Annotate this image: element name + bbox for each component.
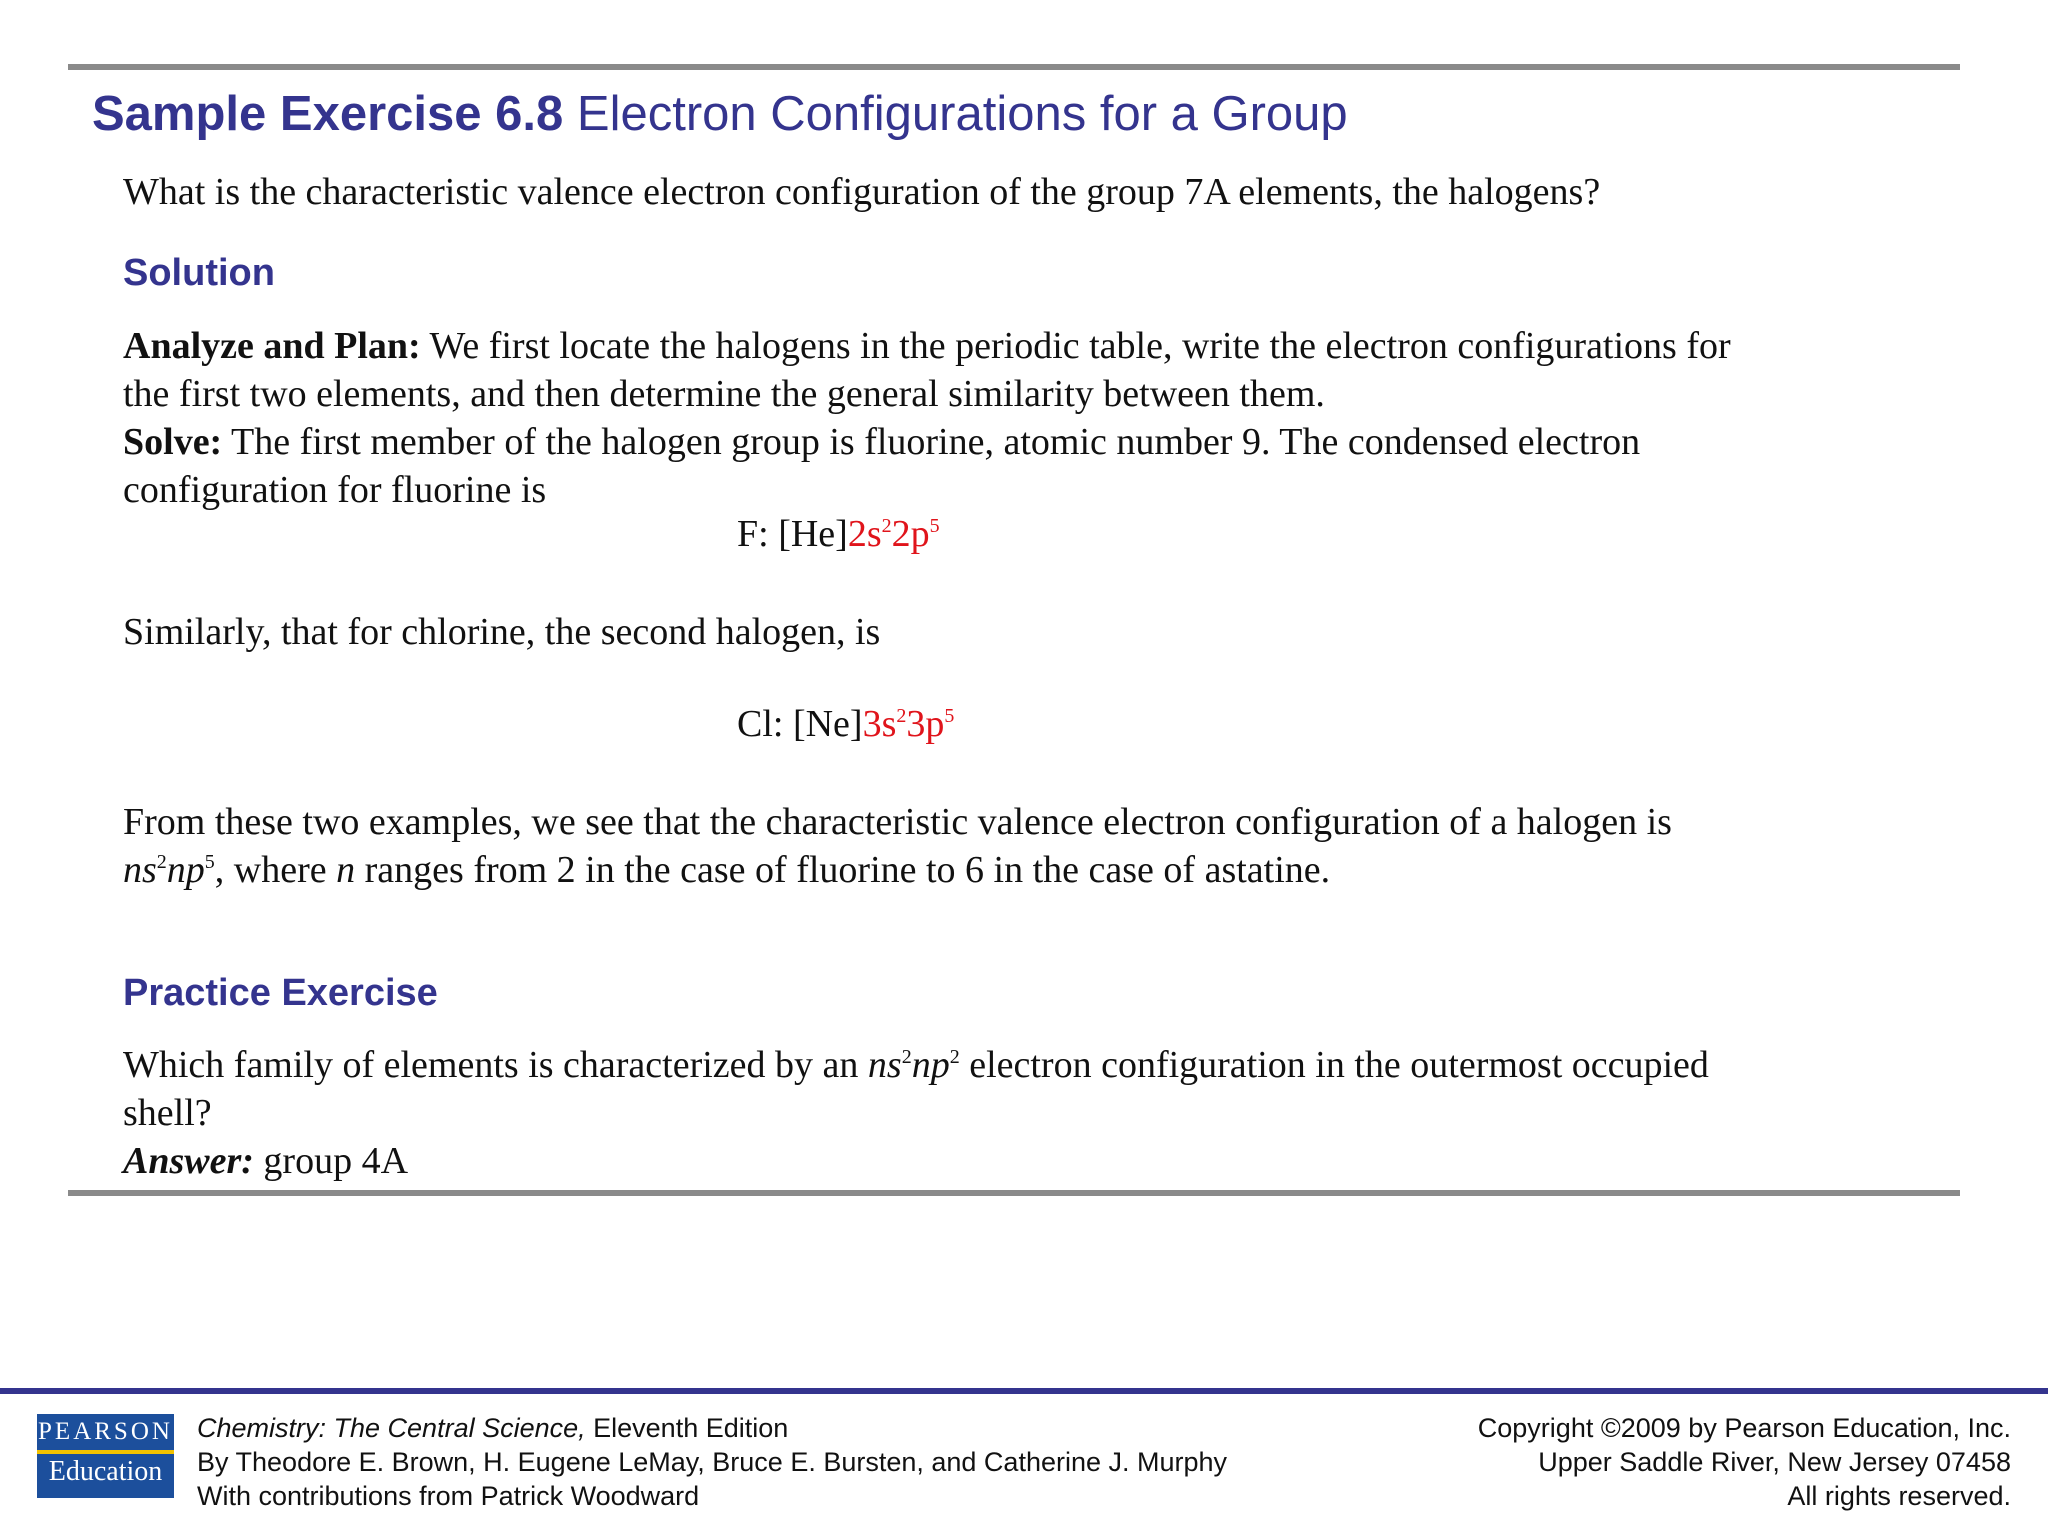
practice-question-start: Which family of elements is characterized by an [123, 1044, 868, 1086]
conclusion-ns: ns [123, 849, 157, 891]
fluorine-2s-superscript: 2 [881, 515, 892, 537]
footer-divider [0, 1388, 2048, 1394]
fluorine-2p-superscript: 5 [929, 515, 940, 537]
bottom-divider [68, 1190, 1960, 1196]
book-contributions: With contributions from Patrick Woodward [197, 1481, 700, 1511]
chlorine-prefix: Cl: [Ne] [737, 703, 863, 745]
copyright-line: Copyright ©2009 by Pearson Education, Inc. [1477, 1413, 2011, 1443]
conclusion-paragraph [123, 798, 1672, 894]
slide-title-label: Sample Exercise 6.8 [92, 87, 564, 141]
logo-band [37, 1450, 174, 1454]
practice-ns: ns [867, 1044, 902, 1086]
slide-title [92, 86, 1348, 142]
conclusion-n: n [336, 849, 356, 891]
practice-np: np [911, 1044, 950, 1086]
slide-title-text: Electron Configurations for a Group [563, 87, 1348, 141]
fluorine-prefix: F: [He] [737, 513, 848, 555]
solve-line-2: configuration for fluorine is [123, 469, 547, 511]
conclusion-np: np [166, 849, 205, 891]
address-line: Upper Saddle River, New Jersey 07458 [1538, 1447, 2011, 1477]
analyze-paragraph [123, 322, 1731, 514]
top-divider [68, 64, 1960, 70]
practice-question-line-2: shell? [123, 1092, 212, 1134]
chlorine-3p-superscript: 5 [944, 705, 955, 727]
chlorine-3s-superscript: 2 [896, 705, 907, 727]
practice-paragraph [123, 1041, 1709, 1185]
analyze-label: Analyze and Plan: [123, 325, 421, 367]
chlorine-configuration [737, 702, 954, 746]
fluorine-configuration [737, 512, 940, 556]
practice-ns-superscript: 2 [901, 1046, 912, 1068]
similarly-text: Similarly, that for chlorine, the second halogen, is [123, 611, 881, 653]
conclusion-np-superscript: 5 [204, 851, 215, 873]
conclusion-mid: , where [214, 849, 337, 891]
book-authors: By Theodore E. Brown, H. Eugene LeMay, Bruce E. Bursten, and Catherine J. Murphy [197, 1447, 1228, 1477]
solve-line-1: The first member of the halogen group is fluorine, atomic number 9. The condensed electron [222, 421, 1641, 463]
book-edition: Eleventh Edition [585, 1413, 789, 1443]
solution-heading: Solution [123, 252, 275, 294]
answer-label: Answer: [123, 1140, 254, 1182]
practice-heading: Practice Exercise [123, 972, 438, 1014]
conclusion-rest: ranges from 2 in the case of fluorine to 6 in the case of astatine. [355, 849, 1331, 891]
analyze-line-2: the first two elements, and then determine the general similarity between them. [123, 373, 1325, 415]
logo-bottom-word: Education [48, 1456, 163, 1487]
footer-copyright [1478, 1411, 2011, 1513]
chlorine-3s: 3s [862, 703, 897, 745]
pearson-education-logo [37, 1414, 174, 1498]
question-text: What is the characteristic valence electron configuration of the group 7A elements, the halogens? [123, 171, 1601, 213]
fluorine-2p: 2p [891, 513, 930, 555]
conclusion-line-1: From these two examples, we see that the characteristic valence electron configuration of a halogen is [123, 801, 1672, 843]
analyze-line-1: We first locate the halogens in the periodic table, write the electron configurations for [420, 325, 1731, 367]
rights-line: All rights reserved. [1787, 1481, 2011, 1511]
book-title: Chemistry: The Central Science, [197, 1413, 586, 1443]
solve-label: Solve: [123, 421, 223, 463]
practice-np-superscript: 2 [949, 1046, 960, 1068]
answer-text: group 4A [253, 1140, 409, 1182]
practice-question-end: electron configuration in the outermost occupied [959, 1044, 1709, 1086]
chlorine-3p: 3p [906, 703, 945, 745]
footer-citation [197, 1411, 1227, 1513]
logo-top-word: PEARSON [38, 1418, 173, 1445]
fluorine-2s: 2s [847, 513, 882, 555]
conclusion-ns-superscript: 2 [156, 851, 167, 873]
